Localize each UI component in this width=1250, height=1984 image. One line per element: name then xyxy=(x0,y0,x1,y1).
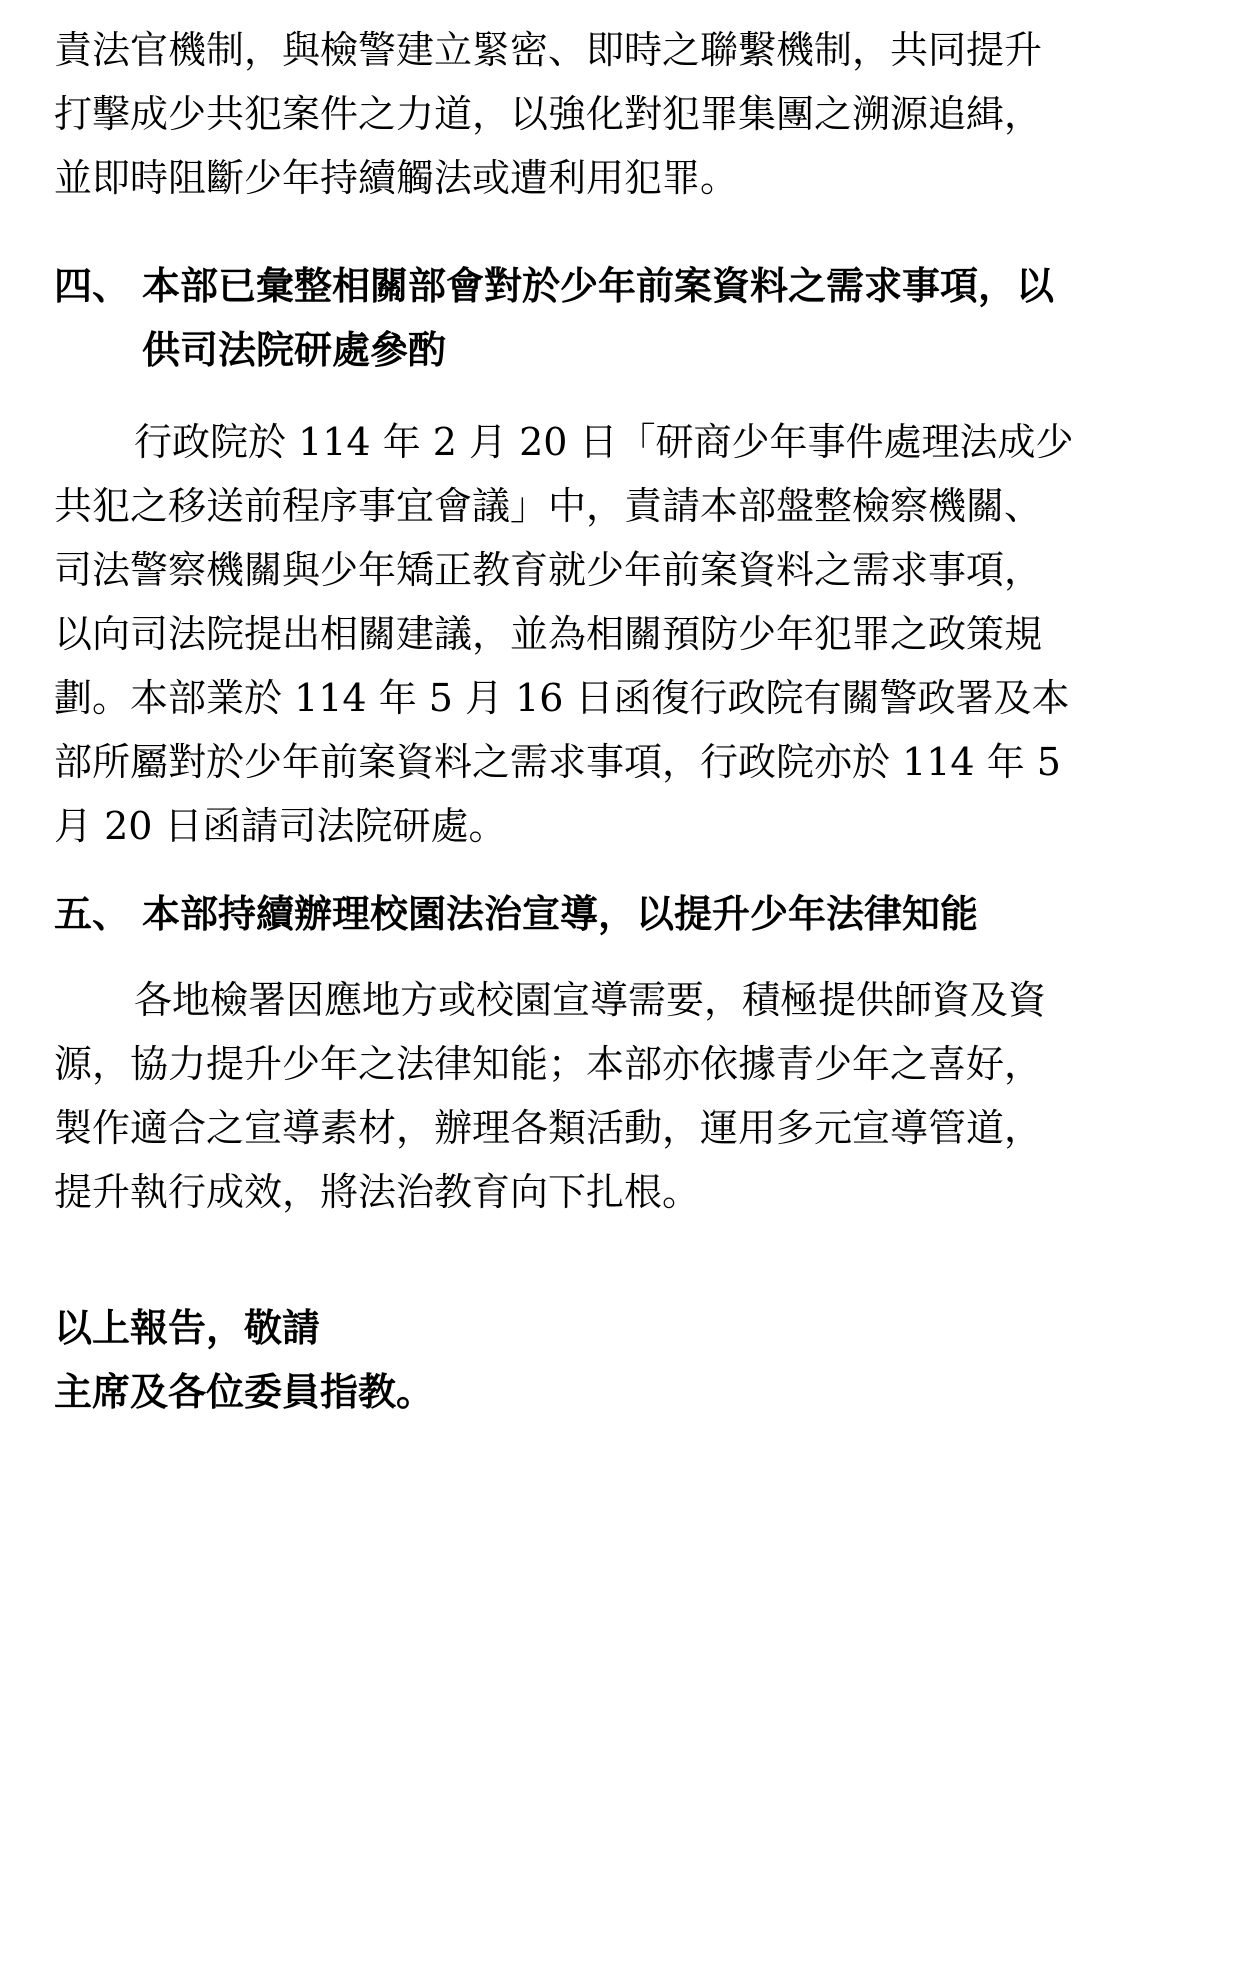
paragraph-line: 提升執行成效，將法治教育向下扎根。 xyxy=(54,1170,701,1214)
paragraph-line: 以向司法院提出相關建議，並為相關預防少年犯罪之政策規 xyxy=(54,612,1043,656)
paragraph-line: 共犯之移送前程序事宜會議」中，責請本部盤整檢察機關、 xyxy=(54,484,1043,528)
paragraph-line: 司法警察機關與少年矯正教育就少年前案資料之需求事項， xyxy=(54,548,1043,592)
closing-line: 主席及各位委員指教。 xyxy=(54,1370,435,1414)
paragraph-line: 責法官機制，與檢警建立緊密、即時之聯繫機制，共同提升 xyxy=(54,28,1043,72)
paragraph-line: 月 20 日函請司法院研處。 xyxy=(54,804,507,848)
section-heading-line: 供司法院研處參酌 xyxy=(142,328,447,372)
paragraph-line: 製作適合之宣導素材，辦理各類活動，運用多元宣導管道， xyxy=(54,1106,1043,1150)
closing-line: 以上報告，敬請 xyxy=(54,1306,321,1350)
paragraph-line: 並即時阻斷少年持續觸法或遭利用犯罪。 xyxy=(54,156,739,200)
paragraph-line: 打擊成少共犯案件之力道，以強化對犯罪集團之溯源追緝， xyxy=(54,92,1043,136)
paragraph-line: 部所屬對於少年前案資料之需求事項，行政院亦於 114 年 5 xyxy=(54,740,1061,784)
paragraph-line: 源，協力提升少年之法律知能；本部亦依據青少年之喜好， xyxy=(54,1042,1043,1086)
paragraph-line: 行政院於 114 年 2 月 20 日「研商少年事件處理法成少 xyxy=(134,420,1074,464)
section-heading-line: 本部持續辦理校園法治宣導，以提升少年法律知能 xyxy=(142,892,979,936)
section-number: 五、 xyxy=(54,892,131,936)
section-number: 四、 xyxy=(54,264,131,308)
paragraph-line: 各地檢署因應地方或校園宣導需要，積極提供師資及資 xyxy=(134,978,1047,1022)
section-heading-line: 本部已彙整相關部會對於少年前案資料之需求事項，以 xyxy=(142,264,1055,308)
paragraph-line: 劃。本部業於 114 年 5 月 16 日函復行政院有關警政署及本 xyxy=(54,676,1070,720)
